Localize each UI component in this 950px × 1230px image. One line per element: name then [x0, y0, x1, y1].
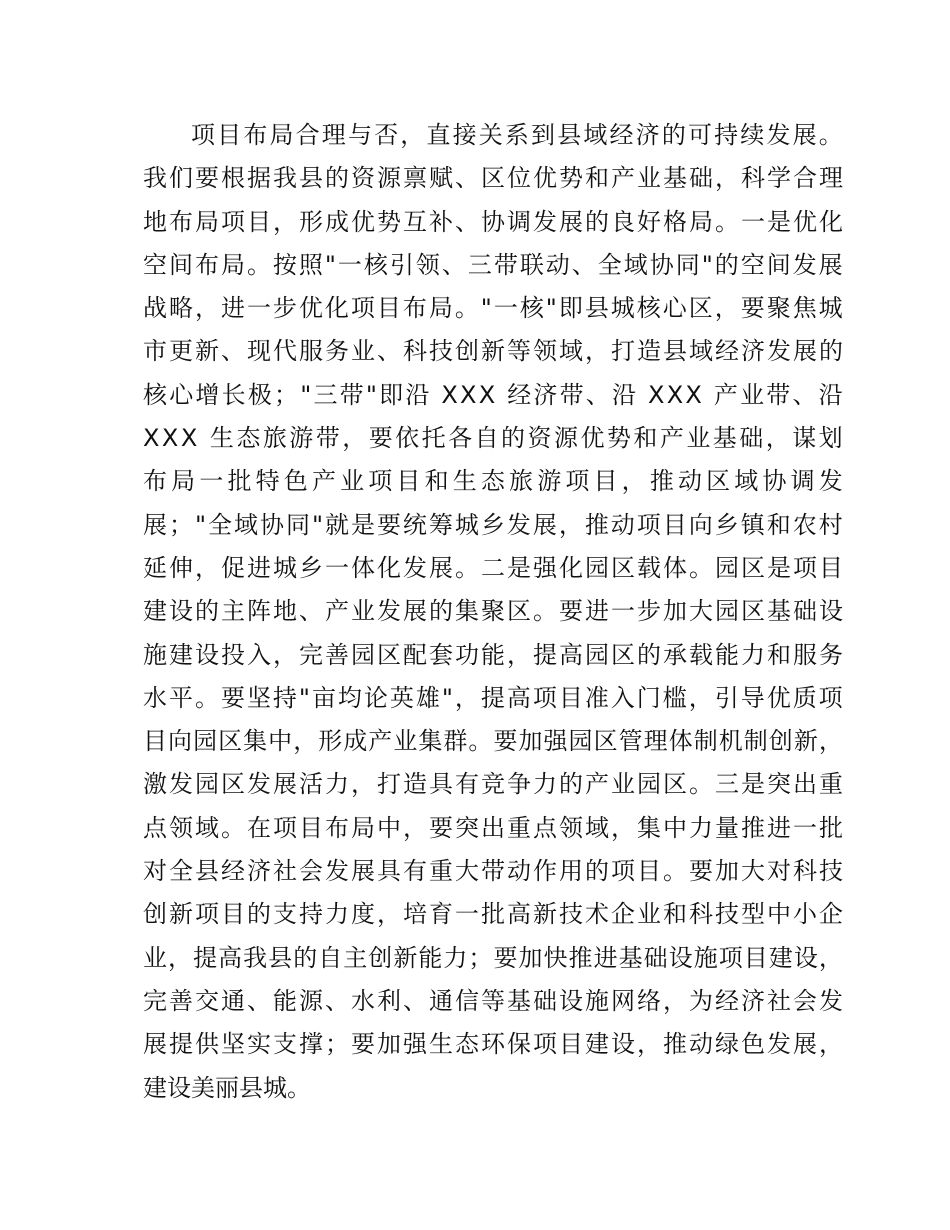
- text-line: 延 伸 ， 促 进 城 乡 一 体 化 发 展 。 二 是 强 化 园 区 载 体 。 园 区 是 项 目: [143, 553, 843, 582]
- text-line: X X X 生 态 旅 游 带 ， 要 依 托 各 自 的 资 源 优 势 和 产 业 基 础 ， 谋 划: [143, 424, 843, 453]
- text-line: 核 心 增 长 极 ； " 三 带 " 即 沿 X X X 经 济 带 、 沿 X X X 产 业 带 、 沿: [143, 380, 843, 409]
- text-line: 建设美丽县城。: [143, 1073, 311, 1102]
- text-line: 施 建 设 投 入 ， 完 善 园 区 配 套 功 能 ， 提 高 园 区 的 承 载 能 力 和 服 务: [143, 640, 843, 669]
- text-line: 目 向 园 区 集 中 ， 形 成 产 业 集 群 。 要 加 强 园 区 管 理 体 制 机 制 创 新 ，: [143, 727, 843, 756]
- text-line: 战 略 ， 进 一 步 优 化 项 目 布 局 。 " 一 核 " 即 县 城 核 心 区 ， 要 聚 焦 城: [143, 294, 843, 323]
- text-line: 创 新 项 目 的 支 持 力 度 ， 培 育 一 批 高 新 技 术 企 业 和 科 技 型 中 小 企: [143, 900, 843, 929]
- text-line: 项 目 布 局 合 理 与 否 ， 直 接 关 系 到 县 域 经 济 的 可 持 续 发 展 。: [191, 121, 843, 149]
- text-line: 水 平 。 要 坚 持 " 亩 均 论 英 雄 " ， 提 高 项 目 准 入 门 槛 ， 引 导 优 质 项: [143, 683, 843, 712]
- text-line: 点 领 域 。 在 项 目 布 局 中 ， 要 突 出 重 点 领 域 ， 集 中 力 量 推 进 一 批: [143, 813, 843, 842]
- text-line: 业 ， 提 高 我 县 的 自 主 创 新 能 力 ； 要 加 快 推 进 基 础 设 施 项 目 建 设 ，: [143, 943, 843, 972]
- body-paragraph: [143, 114, 843, 1110]
- text-line: 我 们 要 根 据 我 县 的 资 源 禀 赋 、 区 位 优 势 和 产 业 基 础 ， 科 学 合 理: [143, 164, 843, 193]
- text-line: 空 间 布 局 。 按 照 " 一 核 引 领 、 三 带 联 动 、 全 域 协 同 " 的 空 间 发 展: [143, 250, 843, 279]
- text-line: 展 ； " 全 域 协 同 " 就 是 要 统 筹 城 乡 发 展 ， 推 动 项 目 向 乡 镇 和 农 村: [143, 510, 843, 539]
- text-line: 激 发 园 区 发 展 活 力 ， 打 造 具 有 竞 争 力 的 产 业 园 区 。 三 是 突 出 重: [143, 770, 843, 799]
- text-line: 完 善 交 通 、 能 源 、 水 利 、 通 信 等 基 础 设 施 网 络 ， 为 经 济 社 会 发: [143, 986, 843, 1015]
- text-line: 市 更 新 、 现 代 服 务 业 、 科 技 创 新 等 领 域 ， 打 造 县 域 经 济 发 展 的: [143, 337, 843, 366]
- text-line: 建 设 的 主 阵 地 、 产 业 发 展 的 集 聚 区 。 要 进 一 步 加 大 园 区 基 础 设: [143, 597, 843, 626]
- text-line: 布 局 一 批 特 色 产 业 项 目 和 生 态 旅 游 项 目 ， 推 动 区 域 协 调 发: [143, 467, 843, 496]
- text-line: 地 布 局 项 目 ， 形 成 优 势 互 补 、 协 调 发 展 的 良 好 格 局 。 一 是 优 化: [143, 207, 843, 236]
- text-line: 展 提 供 坚 实 支 撑 ； 要 加 强 生 态 环 保 项 目 建 设 ， 推 动 绿 色 发 展 ，: [143, 1030, 843, 1059]
- text-line: 对 全 县 经 济 社 会 发 展 具 有 重 大 带 动 作 用 的 项 目 。 要 加 大 对 科 技: [143, 857, 843, 886]
